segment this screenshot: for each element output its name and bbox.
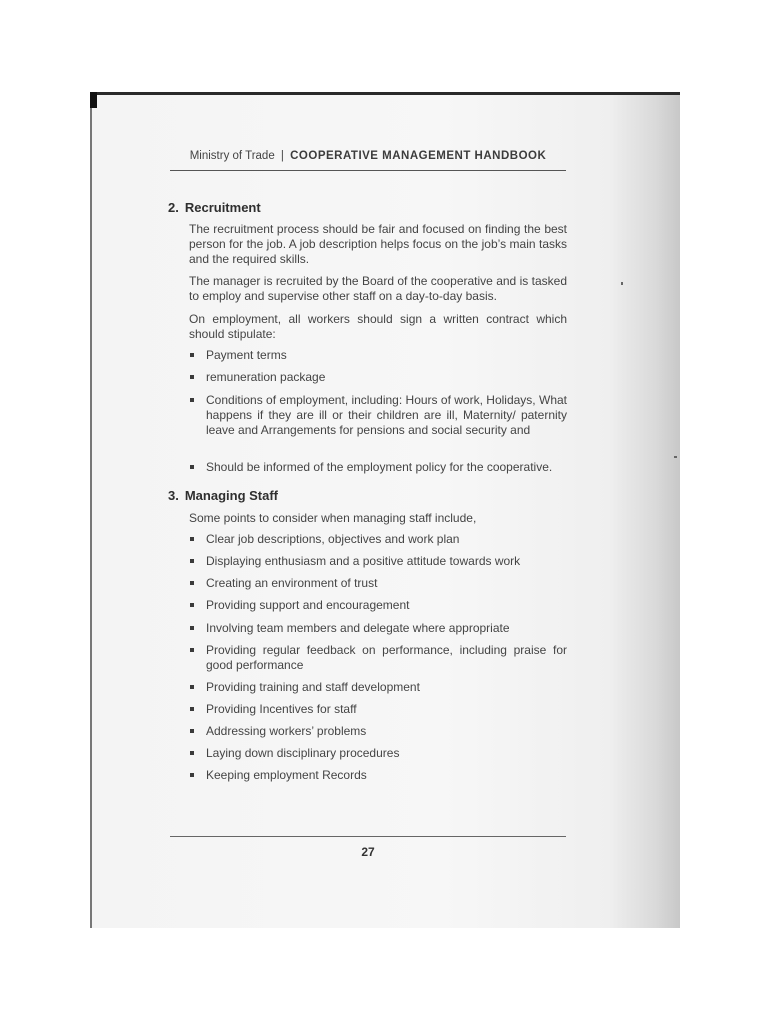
page-number: 27 xyxy=(361,845,375,859)
list-item-text: Should be informed of the employment policy for the cooperative. xyxy=(206,460,553,474)
bullet-icon xyxy=(190,648,194,652)
bullet-icon xyxy=(190,353,194,357)
section-title-text: Managing Staff xyxy=(184,488,279,503)
list-item-text: Addressing workers’ problems xyxy=(206,724,367,738)
header-separator: | xyxy=(280,150,284,162)
bullet-icon xyxy=(190,729,194,733)
bullet-icon xyxy=(190,465,194,469)
list-item xyxy=(189,370,567,385)
list-item-text: Providing Incentives for staff xyxy=(206,702,357,716)
list-item-text: Providing training and staff development xyxy=(206,680,420,694)
list-item-text: remuneration package xyxy=(206,370,326,384)
section-title-text: Recruitment xyxy=(184,200,261,215)
running-header xyxy=(170,150,566,162)
list-item xyxy=(189,680,567,695)
scanned-page xyxy=(90,92,680,928)
paragraph: The recruitment process should be fair and focused on finding the best person for the job. A job description helps focus on the job’s main tasks and the required skills. xyxy=(189,222,567,266)
scan-edge-mark xyxy=(90,92,97,108)
bullet-icon xyxy=(190,375,194,379)
bullet-icon xyxy=(190,398,194,402)
list-item xyxy=(189,621,567,636)
bullet-icon xyxy=(190,685,194,689)
list-item xyxy=(189,554,567,569)
section-managing-staff-title xyxy=(168,488,278,503)
bullet-icon xyxy=(190,559,194,563)
list-item xyxy=(189,598,567,613)
list-item-text: Laying down disciplinary procedures xyxy=(206,746,400,760)
list-item xyxy=(189,724,567,739)
list-item xyxy=(189,532,567,547)
bullet-icon xyxy=(190,773,194,777)
scan-speck xyxy=(621,282,623,285)
list-item-text: Involving team members and delegate where appropriate xyxy=(206,621,510,635)
bullet-icon xyxy=(190,707,194,711)
header-publisher: Ministry of Trade xyxy=(189,150,275,162)
bullet-icon xyxy=(190,751,194,755)
list-item xyxy=(189,393,567,438)
header-rule xyxy=(170,170,566,171)
list-item-text: Conditions of employment, including: Hours of work, Holidays, What happens if they are ill or their children are ill, Maternity/ paternity leave and Arrangements for pensions and social security and xyxy=(206,393,567,437)
scan-speck xyxy=(674,456,677,458)
section-number: 2. xyxy=(168,200,179,215)
paragraph: The manager is recruited by the Board of the cooperative and is tasked to employ and supervise other staff on a day-to-day basis. xyxy=(189,274,567,303)
list-item xyxy=(189,768,567,783)
list-item-text: Keeping employment Records xyxy=(206,768,367,782)
list-item xyxy=(189,643,567,673)
list-item-text: Providing support and encouragement xyxy=(206,598,410,612)
list-item-text: Creating an environment of trust xyxy=(206,576,378,590)
bullet-icon xyxy=(190,626,194,630)
bullet-icon xyxy=(190,603,194,607)
list-item xyxy=(189,702,567,717)
paragraph: On employment, all workers should sign a written contract which should stipulate: xyxy=(189,312,567,341)
section-number: 3. xyxy=(168,488,179,503)
header-book-title: COOPERATIVE MANAGEMENT HANDBOOK xyxy=(290,150,547,162)
section-recruitment-title xyxy=(168,200,261,215)
footer-rule xyxy=(170,836,566,837)
bullet-icon xyxy=(190,537,194,541)
bullet-icon xyxy=(190,581,194,585)
list-item-text: Providing regular feedback on performance, including praise for good performance xyxy=(206,643,567,672)
paragraph: Some points to consider when managing staff include, xyxy=(189,511,477,525)
list-item xyxy=(189,460,567,475)
list-item-text: Clear job descriptions, objectives and work plan xyxy=(206,532,460,546)
list-item-text: Payment terms xyxy=(206,348,287,362)
list-item-text: Displaying enthusiasm and a positive attitude towards work xyxy=(206,554,521,568)
list-item xyxy=(189,576,567,591)
list-item xyxy=(189,348,567,363)
list-item xyxy=(189,746,567,761)
